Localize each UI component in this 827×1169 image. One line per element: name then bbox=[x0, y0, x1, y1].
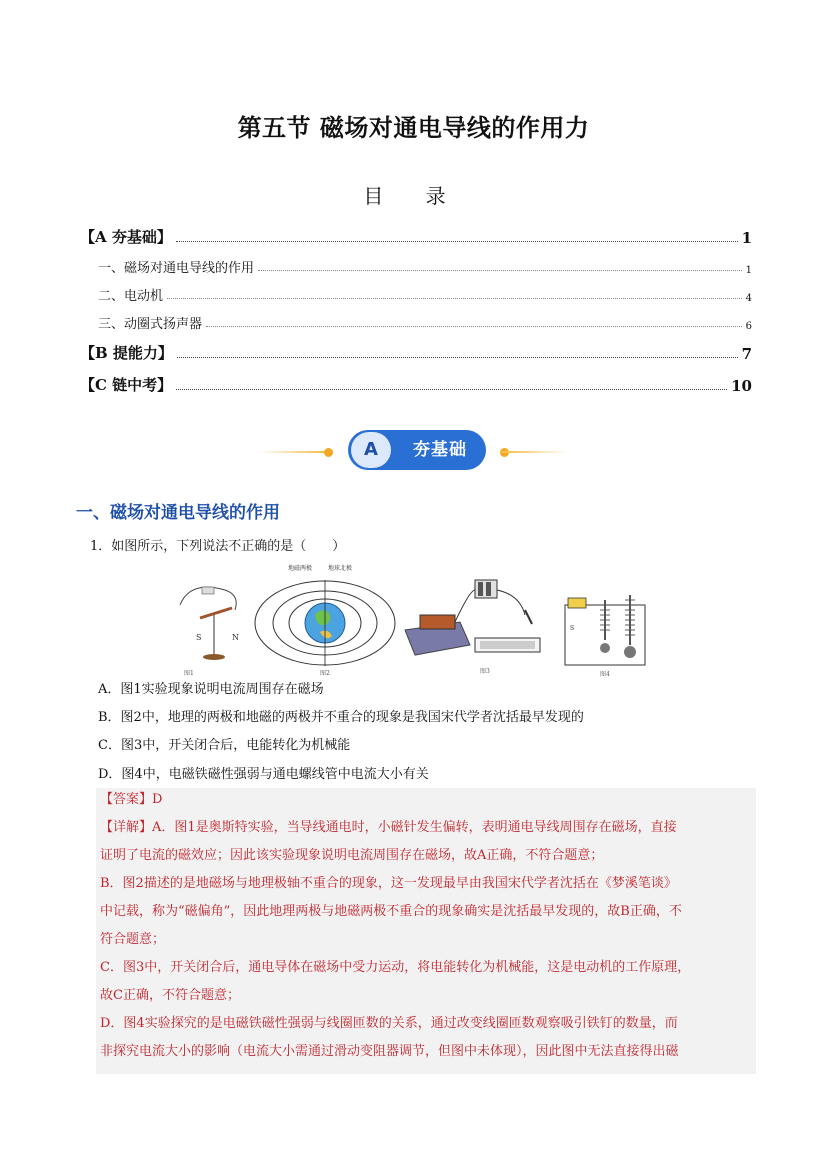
toc-item-c[interactable] bbox=[80, 374, 752, 395]
toc-leader bbox=[177, 357, 738, 358]
toc-item-2[interactable] bbox=[80, 285, 752, 304]
toc-item-3[interactable] bbox=[80, 313, 752, 332]
toc-item-label: 【A 夯基础】 bbox=[80, 228, 172, 246]
toc-item-label: 【C 链中考】 bbox=[80, 376, 173, 394]
figure-2-label-magnetic: 地磁两极 bbox=[288, 565, 313, 572]
toc-item-label: 二、电动机 bbox=[98, 289, 164, 304]
answer-line: 中记载，称为“磁偏角”，因此地理两极与地磁两极不重合的现象确实是沈括最早发现的，故B正确，不 bbox=[100, 904, 682, 919]
svg-text:S: S bbox=[570, 625, 575, 632]
toc-leader bbox=[176, 241, 738, 242]
figure-1-caption: 图1 bbox=[184, 670, 194, 677]
figure-2-label-north: 地球北极 bbox=[328, 565, 353, 572]
toc-item-page: 1 bbox=[745, 265, 752, 276]
toc-leader bbox=[167, 298, 742, 299]
figure-4-caption: 图4 bbox=[600, 671, 610, 678]
toc-item-a[interactable] bbox=[80, 226, 752, 247]
answer-line: 故C正确，不符合题意； bbox=[100, 988, 240, 1003]
banner-text: 夯基础 bbox=[413, 440, 467, 460]
question-stem: 1．如图所示，下列说法不正确的是（ ） bbox=[90, 539, 346, 554]
toc-item-label: 【B 提能力】 bbox=[80, 344, 173, 362]
question-figure bbox=[170, 560, 665, 680]
toc-leader bbox=[176, 389, 727, 390]
answer-line: 非探究电流大小的影响（电流大小需通过滑动变阻器调节，但图中未体现），因此图中无法直接得出磁 bbox=[100, 1044, 679, 1059]
option-b[interactable]: B．图2中，地理的两极和地磁的两极并不重合的现象是我国宋代学者沈括最早发现的 bbox=[98, 710, 584, 725]
figure-1-n-mark: N bbox=[232, 633, 239, 642]
answer-line: B．图2描述的是地磁场与地理极轴不重合的现象，这一发现最早由我国宋代学者沈括在《梦溪笔谈》 bbox=[100, 876, 677, 891]
answer-line: C．图3中，开关闭合后，通电导体在磁场中受力运动，将电能转化为机械能，这是电动机的工作原理， bbox=[100, 960, 691, 975]
toc-item-label: 一、磁场对通电导线的作用 bbox=[98, 261, 255, 276]
section-title: 一、磁场对通电导线的作用 bbox=[76, 503, 280, 523]
banner-letter: A bbox=[351, 432, 391, 468]
answer-line: 【详解】A．图1是奥斯特实验，当导线通电时，小磁针发生偏转，表明通电导线周围存在磁场，直接 bbox=[100, 820, 677, 835]
toc-item-page: 6 bbox=[745, 321, 752, 332]
answer-line: D．图4实验探究的是电磁铁磁性强弱与线圈匝数的关系，通过改变线圈匝数观察吸引铁钉的数量，而 bbox=[100, 1016, 678, 1031]
option-d[interactable]: D．图4中，电磁铁磁性强弱与通电螺线管中电流大小有关 bbox=[98, 767, 429, 782]
option-a[interactable]: A．图1实验现象说明电流周围存在磁场 bbox=[98, 682, 324, 697]
figure-3-caption: 图3 bbox=[480, 668, 490, 675]
figure-4 bbox=[565, 595, 645, 678]
banner-pill bbox=[348, 430, 486, 470]
toc-item-b[interactable] bbox=[80, 342, 752, 363]
toc-leader bbox=[206, 326, 742, 327]
toc-item-label: 三、动圈式扬声器 bbox=[98, 317, 203, 332]
toc-heading: 目 录 bbox=[363, 184, 464, 208]
toc-item-1[interactable] bbox=[80, 257, 752, 276]
toc-leader bbox=[258, 270, 742, 271]
toc-item-page: 4 bbox=[745, 293, 752, 304]
answer-label: 【答案】D bbox=[100, 792, 163, 807]
toc-item-page: 1 bbox=[741, 229, 752, 247]
banner-line-left bbox=[260, 451, 328, 453]
figure-2-caption: 图2 bbox=[320, 670, 330, 677]
toc-item-page: 7 bbox=[741, 345, 752, 363]
toc-item-page: 10 bbox=[731, 377, 752, 395]
figure-2 bbox=[255, 564, 395, 677]
answer-line: 符合题意； bbox=[100, 932, 166, 947]
figure-1 bbox=[180, 587, 239, 677]
figure-1-s-mark: S bbox=[196, 633, 202, 642]
page-title: 第五节 磁场对通电导线的作用力 bbox=[237, 114, 590, 142]
section-banner bbox=[260, 430, 570, 470]
banner-line-right bbox=[500, 451, 568, 453]
option-c[interactable]: C．图3中，开关闭合后，电能转化为机械能 bbox=[98, 738, 351, 753]
banner-dot-left bbox=[324, 448, 333, 457]
answer-line: 证明了电流的磁效应；因此该实验现象说明电流周围存在磁场，故A正确，不符合题意； bbox=[100, 848, 604, 863]
figure-3 bbox=[405, 580, 540, 675]
